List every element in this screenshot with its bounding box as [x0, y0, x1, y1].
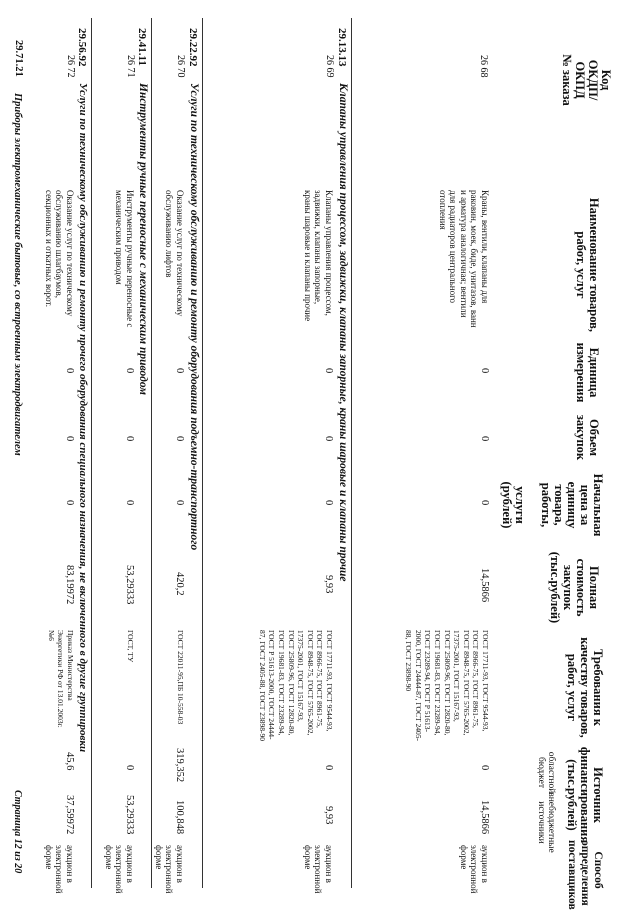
row-name: Инструменты ручные переносные с механическим приводом: [114, 190, 135, 328]
row-requirements: ГОСТ 22011-95,ПБ 10-558-03: [176, 630, 185, 725]
row-method: аукцион в электронной форме: [459, 845, 490, 894]
header-code: Код ОКДП/ ОКПД № заказа: [560, 54, 613, 106]
group-title: Инструменты ручные переносные с механическим приводом: [137, 83, 149, 396]
row-unit-price: 0: [124, 500, 135, 506]
row-total: 420,2: [174, 572, 185, 596]
header-volume: Объем закупок: [574, 414, 601, 461]
row-funding-extra: 9,93: [323, 806, 334, 825]
row-funding-regional: 0: [124, 765, 135, 771]
row-code: 26 69: [324, 55, 335, 78]
group-divider: [202, 18, 203, 888]
row-total: 83,19972: [64, 565, 75, 605]
row-requirements: ГОСТ 17711-93, ГОСТ 9544-93, ГОСТ 8966-75, ГОСТ 8961-75, ГОСТ 8948-75, ГОСТ 5765-2002, 17375-2001, ГОСТ 15167-93, ГОСТ 25809-96, ГОСТ 12820-80, ГОСТ 19681-83, ГОСТ 23289-94, ГОСТ 23289-94, ГОСТ Р 51613-2000, ГОСТ 24444-87, ГОСТ 2405-88, ГОСТ 23898-90: [404, 630, 490, 741]
row-total: 9,93: [323, 575, 334, 594]
row-unit-price: 0: [64, 500, 75, 506]
row-unit-price: 0: [479, 500, 490, 506]
row-funding-extra: 53,29333: [124, 795, 135, 835]
group-code: 29.22.92: [187, 28, 199, 67]
row-funding-regional: 45,6: [64, 752, 75, 771]
row-volume: 0: [174, 436, 185, 442]
group-divider: [151, 18, 152, 888]
row-code: 26 70: [175, 55, 186, 78]
group-title: Услуги по техническому обслуживанию и ремонту прочего оборудования специального назначения, не включенного в другие группировки: [77, 83, 89, 753]
row-code: 26 71: [125, 55, 136, 78]
row-funding-extra: 100,848: [174, 800, 185, 835]
page-number: Страница 12 из 20: [12, 790, 23, 874]
row-method: аукцион в электронной форме: [303, 845, 334, 894]
header-total: Полная стоимость закупок (тыс.рублей): [548, 551, 601, 624]
row-requirements: ГОСТ, ТУ: [126, 630, 135, 663]
row-code: 26 68: [478, 55, 489, 78]
group-divider: [91, 18, 92, 888]
row-unit: 0: [479, 368, 490, 374]
row-volume: 0: [479, 436, 490, 442]
row-method: аукцион в электронной форме: [154, 845, 185, 894]
row-requirements: Приказ Министерства Энергетики РФ от 13.01.2003г. №6: [46, 630, 75, 728]
footer-group-code: 29.71.21: [13, 40, 24, 77]
row-name: Краны, вентили, клапаны для раковин, моек, биде, унитазов, ванн и арматура аналогичная; вентили для радиаторов центрального отопления: [438, 190, 490, 328]
header-funding-regional: областной бюджет: [536, 751, 556, 794]
row-funding-extra: 37,59972: [64, 795, 75, 835]
row-method: аукцион в электронной форме: [104, 845, 135, 894]
footer-group-title: Приборы электромеханические бытовые, со встроенным электродвигателем: [12, 93, 23, 456]
group-divider: [351, 18, 352, 888]
group-code: 29.13.13: [336, 28, 348, 67]
row-code: 26 72: [65, 55, 76, 78]
row-funding-regional: 319,352: [174, 748, 185, 783]
row-funding-regional: 0: [323, 765, 334, 771]
row-total: 53,29333: [124, 565, 135, 605]
row-volume: 0: [124, 436, 135, 442]
row-unit: 0: [64, 368, 75, 374]
row-funding-extra: 14,5866: [479, 800, 490, 835]
header-funding-extra: внебюджетные источники: [536, 792, 556, 853]
group-title: Услуги по техническому обслуживанию и ремонту оборудования подъемно-транспортного: [188, 83, 200, 551]
row-requirements: ГОСТ 17711-93, ГОСТ 9544-93, ГОСТ 8966-75, ГОСТ 8961-75, ГОСТ 8948-75, ГОСТ 5765-2002, 17375-2001, ГОСТ 15167-93, ГОСТ 25809-96, ГОСТ 12820-80, ГОСТ 19681-83, ГОСТ 23289-94, ГОСТ Р 51613-2000, ГОСТ 24444-87, ГОСТ 2405-88, ГОСТ 23898-90: [257, 630, 334, 741]
row-unit: 0: [124, 368, 135, 374]
row-total: 14,5866: [479, 568, 490, 603]
row-funding-regional: 0: [479, 765, 490, 771]
header-unit-price: Начальная цена за единицу товара, работы, услуги (рублей): [500, 473, 605, 537]
row-unit-price: 0: [174, 500, 185, 506]
group-code: 29.56.92: [76, 28, 88, 67]
row-name: Клапаны управления процессом, задвижки, клапаны запорные, краны шаровые и клапаны прочие: [303, 190, 334, 322]
row-volume: 0: [323, 436, 334, 442]
row-unit: 0: [323, 368, 334, 374]
row-name: Оказание услуг по техническому обслуживанию лифтов: [164, 190, 185, 317]
header-method: Способ определения поставщиков: [566, 840, 604, 910]
row-unit: 0: [174, 368, 185, 374]
header-requirements: Требования к качеству товаров, работ, услуг: [565, 637, 605, 738]
header-name: Наименование товаров, работ, услуг: [574, 197, 601, 333]
group-title: Клапаны управления процессом, задвижки, клапаны запорные, краны шаровые и клапаны прочие: [337, 83, 349, 582]
header-funding: Источник финансирования (тыс.рублей): [565, 746, 605, 844]
header-unit: Единица измерения: [574, 342, 601, 403]
row-name: Оказание услуг по техническому обслуживанию шлагбаумов, секционных и откатных ворот.: [44, 190, 75, 317]
row-unit-price: 0: [323, 500, 334, 506]
group-code: 29.41.11: [136, 28, 148, 66]
row-volume: 0: [64, 436, 75, 442]
row-method: аукцион в электронной форме: [44, 845, 75, 894]
